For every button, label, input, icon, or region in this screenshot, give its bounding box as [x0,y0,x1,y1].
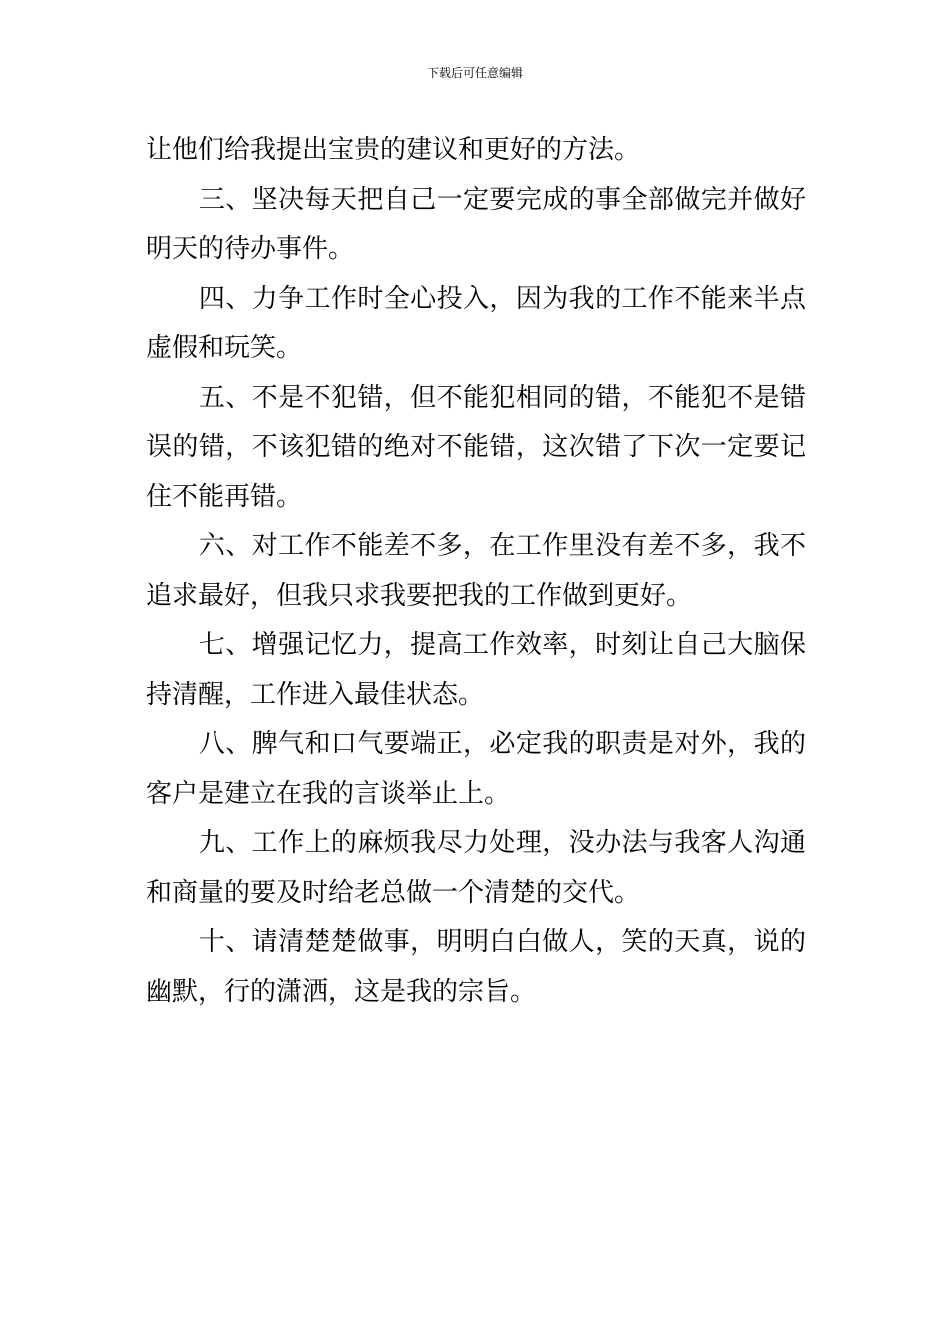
paragraph-7: 八、脾气和口气要端正，必定我的职责是对外，我的客户是建立在我的言谈举止上。 [146,729,806,809]
paragraph-2: 三、坚决每天把自己一定要完成的事全部做完并做好明天的待办事件。 [146,184,806,264]
document-body [146,126,806,1017]
paragraph-5: 六、对工作不能差不多，在工作里没有差不多，我不追求最好，但我只求我要把我的工作做到更好。 [146,531,806,611]
paragraph-9: 十、请清楚楚做事，明明白白做人，笑的天真，说的幽默，行的潇洒，这是我的宗旨。 [146,927,806,1007]
paragraph-4: 五、不是不犯错，但不能犯相同的错，不能犯不是错误的错，不该犯错的绝对不能错，这次错了下次一定要记住不能再错。 [146,382,806,512]
paragraph-3: 四、力争工作时全心投入，因为我的工作不能来半点虚假和玩笑。 [146,283,806,363]
paragraph-1: 让他们给我提出宝贵的建议和更好的方法。 [146,135,641,165]
page-header: 下载后可任意编辑 [426,66,523,80]
paragraph-6: 七、增强记忆力，提高工作效率，时刻让自己大脑保持清醒，工作进入最佳状态。 [146,630,806,710]
paragraph-8: 九、工作上的麻烦我尽力处理，没办法与我客人沟通和商量的要及时给老总做一个清楚的交代。 [146,828,806,908]
